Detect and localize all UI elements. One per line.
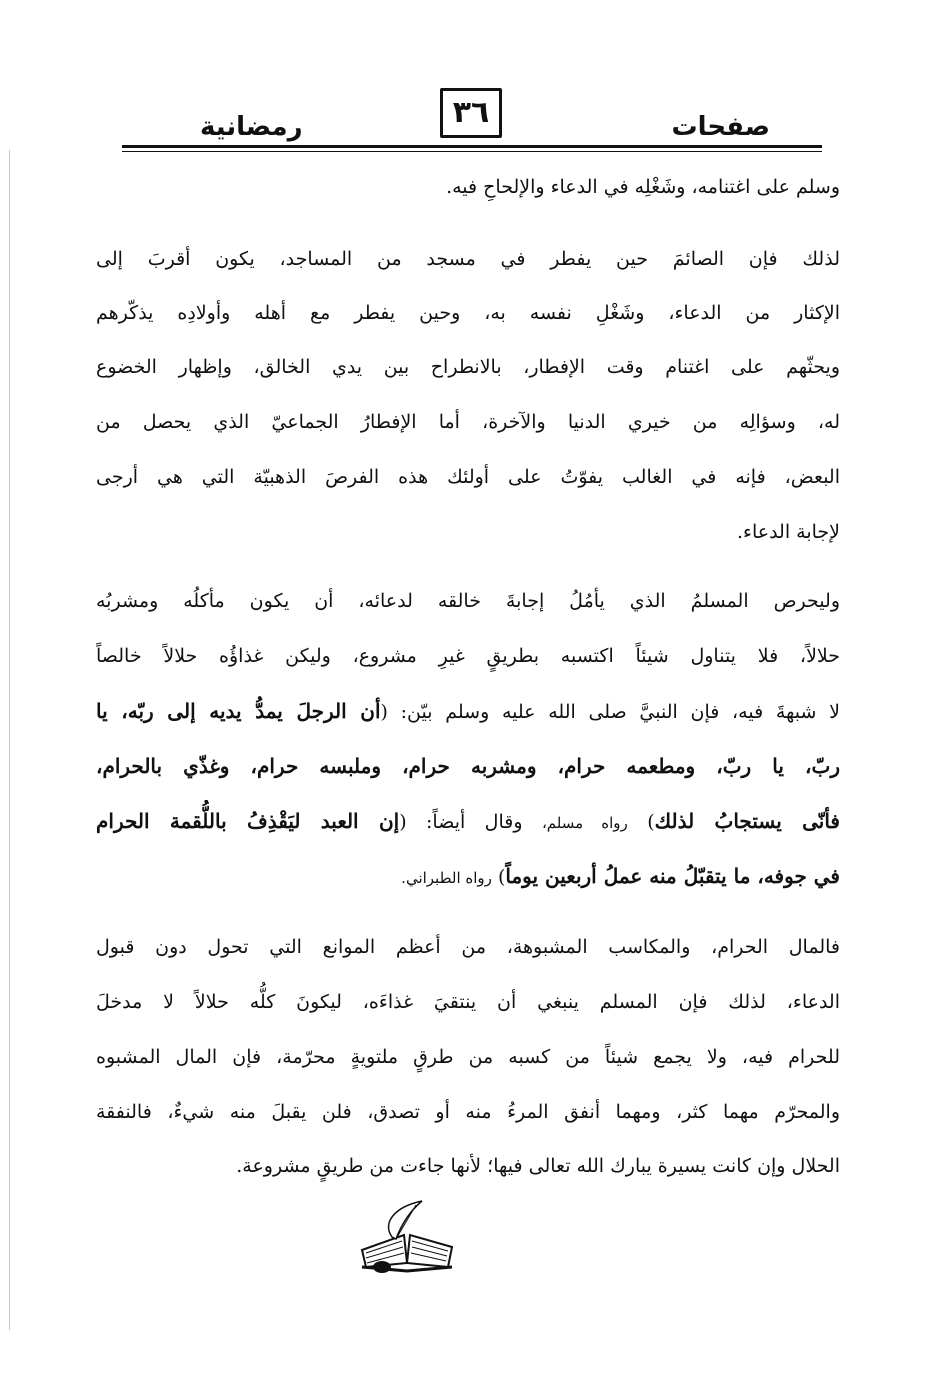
header-rule-thick bbox=[122, 145, 822, 148]
running-title-right: صفحات bbox=[671, 112, 770, 142]
text-line bbox=[96, 346, 840, 388]
text-line bbox=[96, 745, 840, 787]
page-number: ٣٦ bbox=[440, 88, 502, 138]
hadith-text: ربّ، يا ربّ، ومطعمه حرام، ومشربه حرام، وملبسه حرام، وغذّي بالحرام، bbox=[96, 754, 840, 778]
text-line bbox=[96, 1036, 840, 1078]
body-text: والمحرّم مهما كثر، ومهما أنفق المرءُ منه أو تصدق، فلن يقبلَ منه شيءٌ، فالنفقة bbox=[96, 1101, 840, 1123]
body-text: ) bbox=[627, 811, 655, 833]
text-line bbox=[96, 1091, 840, 1133]
body-text: ) bbox=[491, 866, 506, 888]
body-text: وليحرص المسلمُ الذي يأمُلُ إجابةَ خالقه لدعائه، أن يكون مأكلُه ومشربُه bbox=[96, 590, 840, 612]
scan-edge-line bbox=[9, 150, 10, 1330]
running-title-left: رمضانية bbox=[200, 112, 303, 142]
text-line bbox=[96, 166, 840, 208]
body-text: لا شبهةَ فيه، فإن النبيَّ صلى الله عليه وسلم بيّن: ( bbox=[380, 701, 840, 723]
hadith-text: في جوفه، ما يتقبّلُ منه عملُ أربعين يوماً bbox=[505, 864, 840, 888]
open-book-quill-icon bbox=[352, 1195, 462, 1275]
text-line bbox=[96, 690, 840, 732]
body-text: الإكثار من الدعاء، وشَغْلِ نفسه به، وحين يفطر مع أهله وأولادِه يذكّرهم bbox=[96, 302, 840, 324]
text-line bbox=[96, 580, 840, 622]
text-line bbox=[96, 292, 840, 334]
body-text: البعض، فإنه في الغالب يفوّتُ على أولئك هذه الفرصَ الذهبيّة التي هي أرجى bbox=[96, 466, 840, 488]
body-text: حلالاً، فلا يتناول شيئاً اكتسبه بطريقٍ غيرِ مشروع، وليكن غذاؤُه حلالاً خالصاً bbox=[96, 645, 840, 667]
text-line bbox=[96, 981, 840, 1023]
body-text: لذلك فإن الصائمَ حين يفطر في مسجد من المساجد، يكون أقربَ إلى bbox=[96, 248, 840, 270]
body-text: له، وسؤالِه من خيري الدنيا والآخرة، أما الإفطارُ الجماعيّ الذي يحصل من bbox=[96, 411, 840, 433]
text-line bbox=[96, 1145, 840, 1187]
text-line bbox=[96, 635, 840, 677]
text-line bbox=[96, 401, 840, 443]
text-line bbox=[96, 238, 840, 280]
body-text: وقال أيضاً: ( bbox=[399, 811, 542, 833]
hadith-text: إن العبد ليَقْذِفُ باللُّقمة الحرام bbox=[96, 809, 400, 833]
text-line bbox=[96, 926, 840, 968]
hadith-text: فأنّى يستجابُ لذلك bbox=[654, 809, 840, 833]
body-text: الدعاء، لذلك فإن المسلم ينبغي أن ينتقيَ غذاءَه، ليكونَ كلُّه حلالاً لا مدخلَ bbox=[96, 991, 840, 1013]
text-line bbox=[96, 456, 840, 498]
body-text: فالمال الحرام، والمكاسب المشبوهة، من أعظم الموانع التي تحول دون قبول bbox=[96, 936, 840, 958]
body-text: الحلال وإن كانت يسيرة يبارك الله تعالى فيها؛ لأنها جاءت من طريقٍ مشروعة. bbox=[236, 1155, 840, 1177]
text-line bbox=[96, 511, 840, 553]
header-rule-thin bbox=[122, 151, 822, 152]
body-text: وسلم على اغتنامه، وشَغْلِه في الدعاء والإلحاحِ فيه. bbox=[446, 176, 840, 198]
citation-text: رواه الطبراني. bbox=[401, 869, 492, 887]
body-text: لإجابة الدعاء. bbox=[736, 521, 840, 543]
text-line bbox=[96, 855, 840, 897]
body-text: ويحثّهم على اغتنام وقت الإفطار، بالانطراح بين يدي الخالق، وإظهار الخضوع bbox=[96, 356, 840, 378]
body-text: للحرام فيه، ولا يجمع شيئاً من كسبه من طرقٍ ملتويةٍ محرّمة، فإن المال المشبوه bbox=[96, 1046, 840, 1068]
citation-text: رواه مسلم، bbox=[541, 814, 628, 832]
hadith-text: أن الرجلَ يمدُّ يديه إلى ربّه، يا bbox=[96, 699, 381, 723]
text-line bbox=[96, 800, 840, 842]
